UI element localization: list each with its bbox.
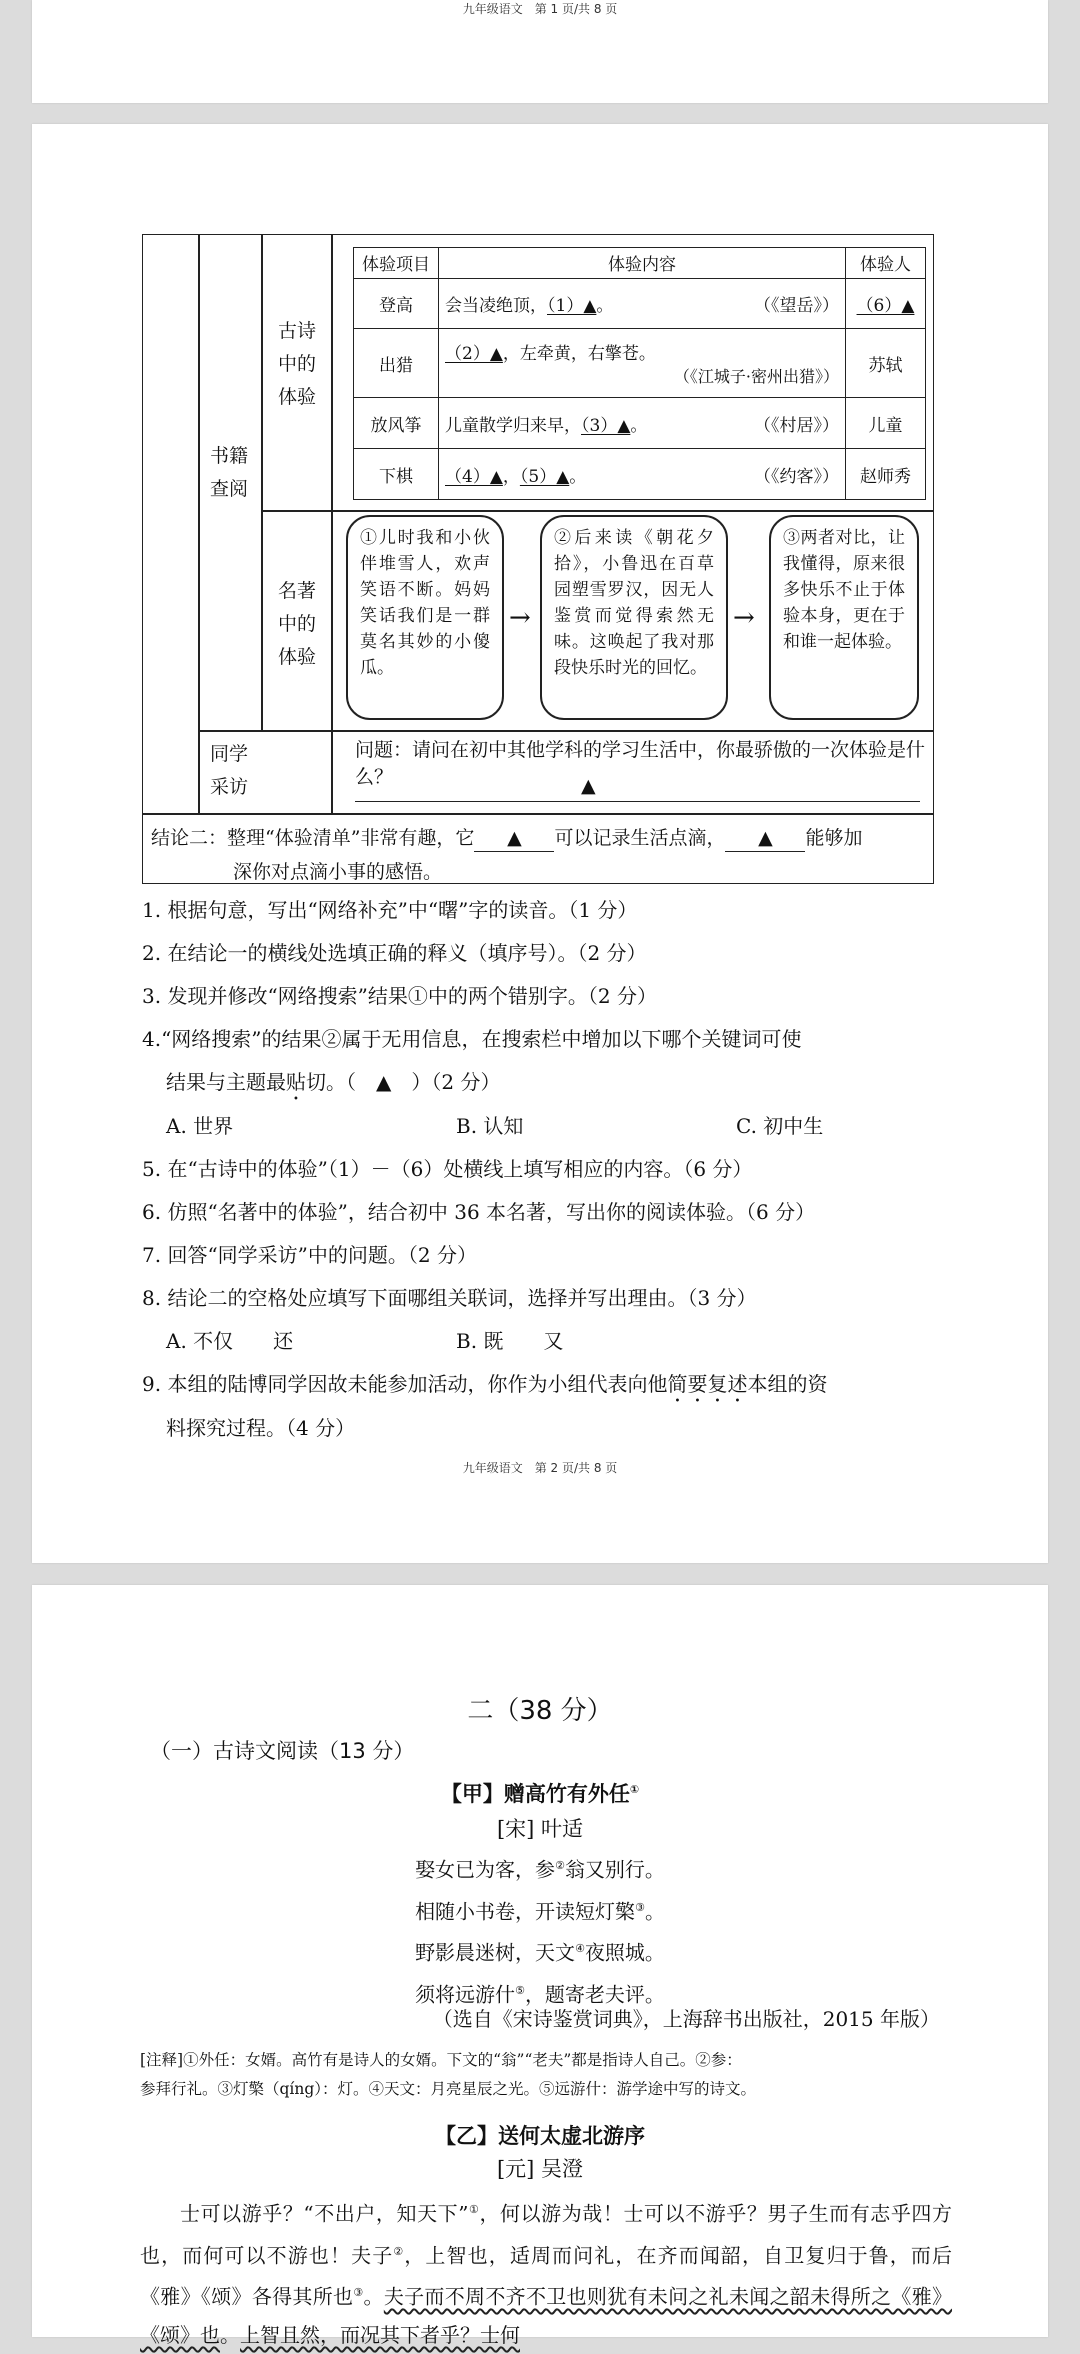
blank-6: （6）▲ bbox=[846, 278, 926, 329]
table-cell: 出猎 bbox=[354, 329, 439, 398]
header-content: 体验内容 bbox=[439, 248, 846, 279]
arrow-right-icon: → bbox=[733, 603, 755, 633]
blank-5: （5）▲ bbox=[519, 466, 570, 487]
poem-1-source: （选自《宋诗鉴赏词典》，上海辞书出版社，2015 年版） bbox=[432, 2007, 940, 2031]
bubble-3: ③两者对比，让我懂得，原来很多快乐不止于体验本身，更在于和谁一起体验。 bbox=[769, 515, 919, 720]
page-2 bbox=[32, 124, 1048, 1563]
poem-2-title: 【乙】送何太虚北游序 bbox=[435, 2124, 645, 2148]
bubble-1: ①儿时我和小伙伴堆雪人，欢声笑语不断。妈妈笑话我们是一群莫名其妙的小傻瓜。 bbox=[346, 515, 504, 720]
table-cell: （4）▲，（5）▲。 （《约客》） bbox=[439, 449, 846, 500]
option-a: A. 不仅 还 bbox=[166, 1329, 294, 1353]
blank-2: （2）▲ bbox=[445, 344, 503, 365]
header-item: 体验项目 bbox=[354, 248, 439, 279]
table-cell: 登高 bbox=[354, 278, 439, 329]
option-b: B. 认知 bbox=[456, 1114, 524, 1138]
wavy-underlined-sentence: 上智且然，而况其下者乎？士何 bbox=[240, 2322, 520, 2347]
activity-table bbox=[142, 234, 934, 884]
table-cell: 下棋 bbox=[354, 449, 439, 500]
annotation: [注释]①外任：女婿。高竹有是诗人的女婿。下文的“翁”“老夫”都是指诗人自己。②参： 参拜行礼。③灯檠（qíng）：灯。④天文：月亮星辰之光。⑤远游什：游学途中写的诗文。 bbox=[140, 2051, 757, 2098]
question-list bbox=[142, 889, 972, 1450]
table-cell: 儿童散学归来早，（3）▲。 （《村居》） bbox=[439, 398, 846, 449]
table-cell: 儿童 bbox=[846, 398, 926, 449]
novel-experience-label: 名著中的体验 bbox=[277, 580, 316, 668]
table-cell: 苏轼 bbox=[846, 329, 926, 398]
header-person: 体验人 bbox=[846, 248, 926, 279]
page-1 bbox=[32, 0, 1048, 103]
poem-line: 野影晨迷树，天文④夜照城。 bbox=[415, 1940, 665, 1965]
conclusion-blank-1: ▲ bbox=[474, 825, 554, 852]
question-6: 6. 仿照“名著中的体验”，结合初中 36 本名著，写出你的阅读体验。（6 分） bbox=[142, 1200, 816, 1224]
poem-1-title: 【甲】赠高竹有外任① bbox=[440, 1782, 640, 1806]
poem-1-author: [宋] 叶适 bbox=[496, 1817, 584, 1841]
question-9: 9. 本组的陆博同学因故未能参加活动，你作为小组代表向他简要复述本组的资 bbox=[142, 1372, 828, 1396]
table-cell: 放风筝 bbox=[354, 398, 439, 449]
answer-mark: ▲ bbox=[581, 775, 596, 797]
blank-3: （3）▲ bbox=[581, 415, 631, 436]
arrow-right-icon: → bbox=[509, 603, 531, 633]
blank-1: （1）▲ bbox=[547, 295, 597, 316]
question-7: 7. 回答“同学采访”中的问题。（2 分） bbox=[142, 1243, 477, 1267]
question-2: 2. 在结论一的横线处选填正确的释义（填序号）。（2 分） bbox=[142, 941, 647, 965]
conclusion-blank-2: ▲ bbox=[725, 825, 805, 852]
option-a: A. 世界 bbox=[166, 1114, 234, 1138]
poem-table bbox=[353, 247, 926, 500]
interview-label: 同学采访 bbox=[209, 743, 248, 798]
blank-4: （4）▲ bbox=[445, 466, 503, 487]
table-cell: （2）▲，左牵黄，右擎苍。 （《江城子·密州出猎》） bbox=[439, 329, 846, 398]
bubble-2: ②后来读《朝花夕拾》，小鲁迅在百草园塑雪罗汉，因无人鉴赏而觉得索然无味。这唤起了我对那段快乐时光的回忆。 bbox=[540, 515, 728, 720]
option-c: C. 初中生 bbox=[736, 1114, 824, 1138]
question-3: 3. 发现并修改“网络搜索”结果①中的两个错别字。（2 分） bbox=[142, 984, 657, 1008]
question-4: 4.“网络搜索”的结果②属于无用信息，在搜索栏中增加以下哪个关键词可使 bbox=[142, 1027, 802, 1051]
poem-line: 相随小书卷，开读短灯檠③。 bbox=[415, 1899, 665, 1924]
question-4-options bbox=[142, 1105, 972, 1148]
question-8-options bbox=[142, 1320, 972, 1363]
poem-experience-label: 古诗中的体验 bbox=[277, 320, 316, 408]
table-cell: 赵师秀 bbox=[846, 449, 926, 500]
subsection-title: （一）古诗文阅读（13 分） bbox=[150, 1739, 415, 1763]
poem-line: 娶女已为客，参②翁又别行。 bbox=[415, 1857, 665, 1882]
poem-1-lines bbox=[32, 1847, 1048, 2014]
page-3 bbox=[32, 1585, 1048, 2347]
option-b: B. 既 又 bbox=[456, 1329, 564, 1353]
poem-line: 须将远游什⑤，题寄老夫评。 bbox=[415, 1982, 665, 2007]
question-1: 1. 根据句意，写出“网络补充”中“曙”字的读音。（1 分） bbox=[142, 898, 638, 922]
question-9-cont: 料探究过程。（4 分） bbox=[166, 1416, 356, 1440]
prose-passage: 士可以游乎？“不出户，知天下”①，何以游为哉！士可以不游乎？男子生而有志乎四方也，而何可以不游也！夫子②，上智也，适周而问礼，在齐而闻韶，自卫复归于鲁，而后《雅》《颂》各得其所也③。夫子而不周不齐不卫也则犹有未问之礼未闻之韶未得所之《雅》《颂》也。上智且然，而况其下者乎？士何 bbox=[140, 2201, 953, 2347]
section-title: 二（38 分） bbox=[467, 1696, 613, 1726]
wavy-underlined-sentence: 夫子而不周不齐不卫也则犹有未问之礼未闻之韶未得所之《雅》《颂》也 bbox=[140, 2284, 953, 2347]
interview-question: 问题：请问在初中其他学科的学习生活中，你最骄傲的一次体验是什么？ bbox=[355, 739, 926, 788]
question-8: 8. 结论二的空格处应填写下面哪组关联词，选择并写出理由。（3 分） bbox=[142, 1286, 757, 1310]
book-section-label: 书籍查阅 bbox=[209, 445, 248, 500]
page-footer: 九年级语文 第 2 页/共 8 页 bbox=[462, 1461, 618, 1475]
page-footer: 九年级语文 第 1 页/共 8 页 bbox=[462, 2, 618, 16]
table-cell: 会当凌绝顶，（1）▲。 （《望岳》） bbox=[439, 278, 846, 329]
poem-2-author: [元] 吴澄 bbox=[496, 2157, 584, 2181]
question-5: 5. 在“古诗中的体验”（1）－（6）处横线上填写相应的内容。（6 分） bbox=[142, 1157, 753, 1181]
answer-line bbox=[355, 801, 920, 802]
question-4-cont: 结果与主题最贴切。（ ▲ ）（2 分） bbox=[166, 1070, 501, 1094]
conclusion-two: 结论二：整理“体验清单”非常有趣，它 ▲ 可以记录生活点滴， ▲ 能够加 深你对点滴小事的感悟。 bbox=[151, 827, 863, 883]
